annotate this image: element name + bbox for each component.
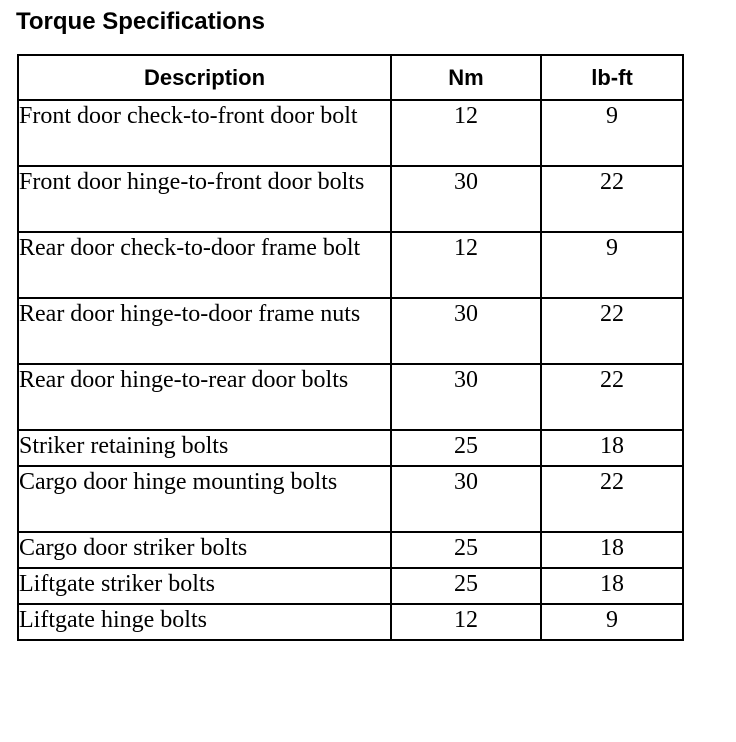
cell-lbft: 18	[541, 532, 683, 568]
cell-nm: 30	[391, 466, 541, 532]
table-row	[18, 100, 683, 166]
cell-nm: 25	[391, 430, 541, 466]
table-row	[18, 364, 683, 430]
cell-nm: 12	[391, 100, 541, 166]
cell-lbft: 22	[541, 166, 683, 232]
table-row	[18, 430, 683, 466]
cell-description: Cargo door hinge mounting bolts	[18, 466, 391, 532]
cell-lbft: 9	[541, 604, 683, 640]
cell-nm: 30	[391, 166, 541, 232]
header-description: Description	[18, 55, 391, 100]
table-row	[18, 466, 683, 532]
table-row	[18, 166, 683, 232]
cell-description: Striker retaining bolts	[18, 430, 391, 466]
cell-lbft: 22	[541, 364, 683, 430]
cell-description: Rear door hinge-to-rear door bolts	[18, 364, 391, 430]
table-row	[18, 298, 683, 364]
table-row	[18, 232, 683, 298]
cell-lbft: 9	[541, 100, 683, 166]
cell-lbft: 18	[541, 568, 683, 604]
cell-description: Front door check-to-front door bolt	[18, 100, 391, 166]
table-row	[18, 568, 683, 604]
cell-lbft: 9	[541, 232, 683, 298]
header-nm: Nm	[391, 55, 541, 100]
table-row	[18, 532, 683, 568]
cell-nm: 12	[391, 604, 541, 640]
table-row	[18, 604, 683, 640]
cell-description: Liftgate striker bolts	[18, 568, 391, 604]
cell-description: Rear door check-to-door frame bolt	[18, 232, 391, 298]
page-title: Torque Specifications	[16, 8, 265, 35]
cell-description: Front door hinge-to-front door bolts	[18, 166, 391, 232]
table-header-row	[18, 55, 683, 100]
cell-description: Rear door hinge-to-door frame nuts	[18, 298, 391, 364]
cell-description: Liftgate hinge bolts	[18, 604, 391, 640]
header-lbft: lb-ft	[541, 55, 683, 100]
cell-nm: 12	[391, 232, 541, 298]
cell-lbft: 18	[541, 430, 683, 466]
cell-description: Cargo door striker bolts	[18, 532, 391, 568]
cell-nm: 30	[391, 364, 541, 430]
cell-nm: 30	[391, 298, 541, 364]
cell-nm: 25	[391, 568, 541, 604]
cell-lbft: 22	[541, 298, 683, 364]
cell-nm: 25	[391, 532, 541, 568]
torque-spec-table	[17, 54, 684, 641]
cell-lbft: 22	[541, 466, 683, 532]
